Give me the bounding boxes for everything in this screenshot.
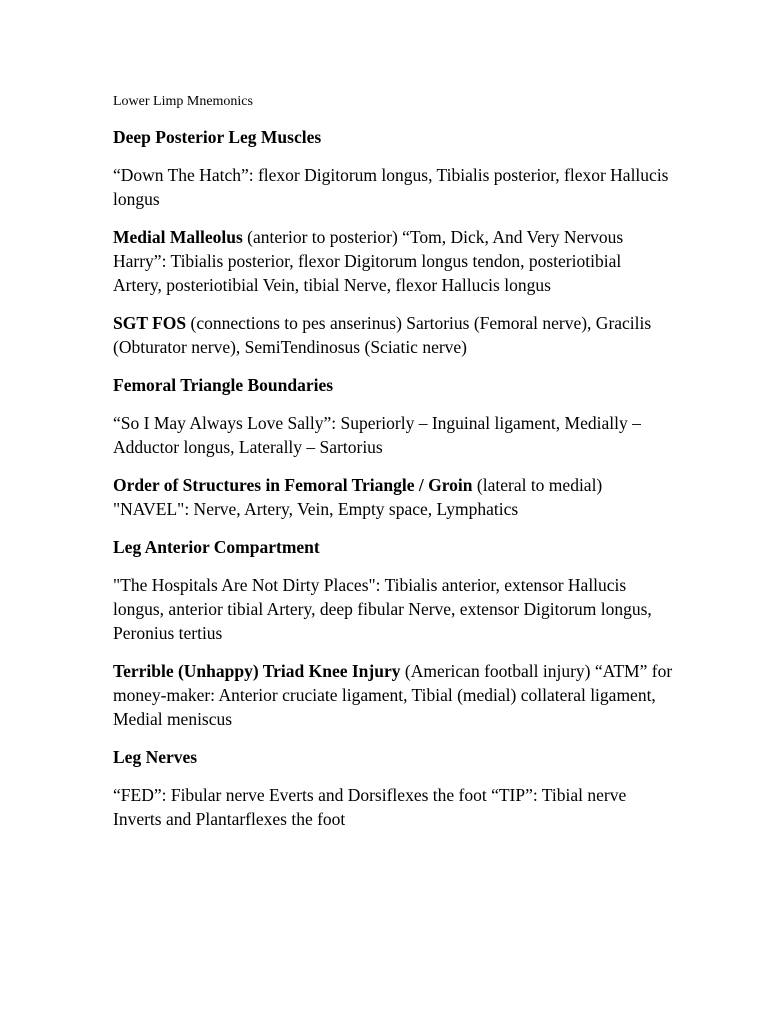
label-order-structures: Order of Structures in Femoral Triangle / Groin: [113, 475, 473, 495]
paragraph-femoral-triangle: “So I May Always Love Sally”: Superiorly – Inguinal ligament, Medially – Adductor longus, Laterally – Sartorius: [113, 413, 641, 457]
document-title: Lower Limp Mnemonics: [113, 94, 253, 109]
paragraph-leg-nerves: “FED”: Fibular nerve Everts and Dorsiflexes the foot “TIP”: Tibial nerve Inverts and Plantarflexes the foot: [113, 785, 627, 829]
document-page: [113, 93, 673, 845]
paragraph-terrible-triad: [113, 659, 673, 731]
paragraph-anterior-compartment: "The Hospitals Are Not Dirty Places": Tibialis anterior, extensor Hallucis longus, anterior tibial Artery, deep fibular Nerve, extensor Digitorum longus, Peronius tertius: [113, 575, 652, 643]
label-medial-malleolus: Medial Malleolus: [113, 227, 243, 247]
heading-leg-nerves: Leg Nerves: [113, 747, 198, 767]
label-sgt-fos: SGT FOS: [113, 313, 187, 333]
text-sgt-fos: (connections to pes anserinus) Sartorius (Femoral nerve), Gracilis (Obturator nerve), SemiTendinosus (Sciatic nerve): [113, 313, 652, 357]
paragraph-order-structures: [113, 473, 673, 521]
heading-anterior-compartment: Leg Anterior Compartment: [113, 537, 320, 557]
paragraph-sgt-fos: [113, 311, 673, 359]
heading-femoral-triangle: Femoral Triangle Boundaries: [113, 375, 334, 395]
heading-deep-posterior: Deep Posterior Leg Muscles: [113, 127, 322, 147]
label-terrible-triad: Terrible (Unhappy) Triad Knee Injury: [113, 661, 401, 681]
text-order-structures: (lateral to medial) "NAVEL": Nerve, Artery, Vein, Empty space, Lymphatics: [113, 475, 603, 519]
paragraph-deep-posterior: “Down The Hatch”: flexor Digitorum longus, Tibialis posterior, flexor Hallucis longus: [113, 165, 669, 209]
paragraph-medial-malleolus: [113, 225, 673, 297]
text-terrible-triad: (American football injury) “ATM” for money-maker: Anterior cruciate ligament, Tibial (medial) collateral ligament, Medial meniscus: [113, 661, 673, 729]
text-medial-malleolus: (anterior to posterior) “Tom, Dick, And Very Nervous Harry”: Tibialis posterior, flexor Digitorum longus tendon, posteriotibial Artery, posteriotibial Vein, tibial Nerve, flexor Hallucis longus: [113, 227, 624, 295]
